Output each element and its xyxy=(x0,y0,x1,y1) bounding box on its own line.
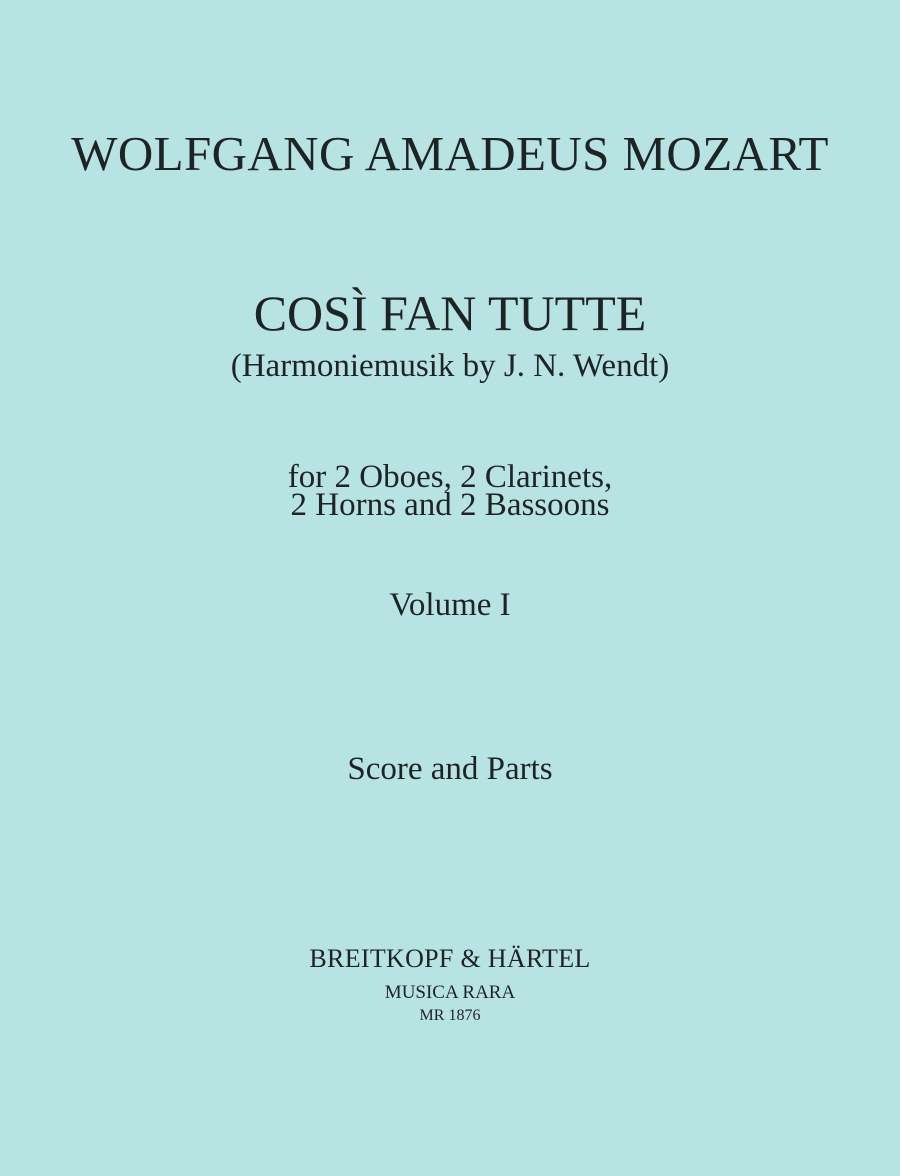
work-title: COSÌ FAN TUTTE xyxy=(253,285,647,341)
volume-label: Volume I xyxy=(389,587,511,623)
instrumentation-line-1: for 2 Oboes, 2 Clarinets, xyxy=(287,459,613,495)
edition-type: Score and Parts xyxy=(347,751,553,787)
publisher-imprint: MUSICA RARA xyxy=(384,982,516,1003)
catalog-number: MR 1876 xyxy=(419,1007,481,1024)
composer-name: WOLFGANG AMADEUS MOZART xyxy=(71,126,829,181)
publisher-name: BREITKOPF & HÄRTEL xyxy=(309,944,591,973)
instrumentation-line-2: 2 Horns and 2 Bassoons xyxy=(290,487,610,523)
work-subtitle: (Harmoniemusik by J. N. Wendt) xyxy=(230,348,670,384)
